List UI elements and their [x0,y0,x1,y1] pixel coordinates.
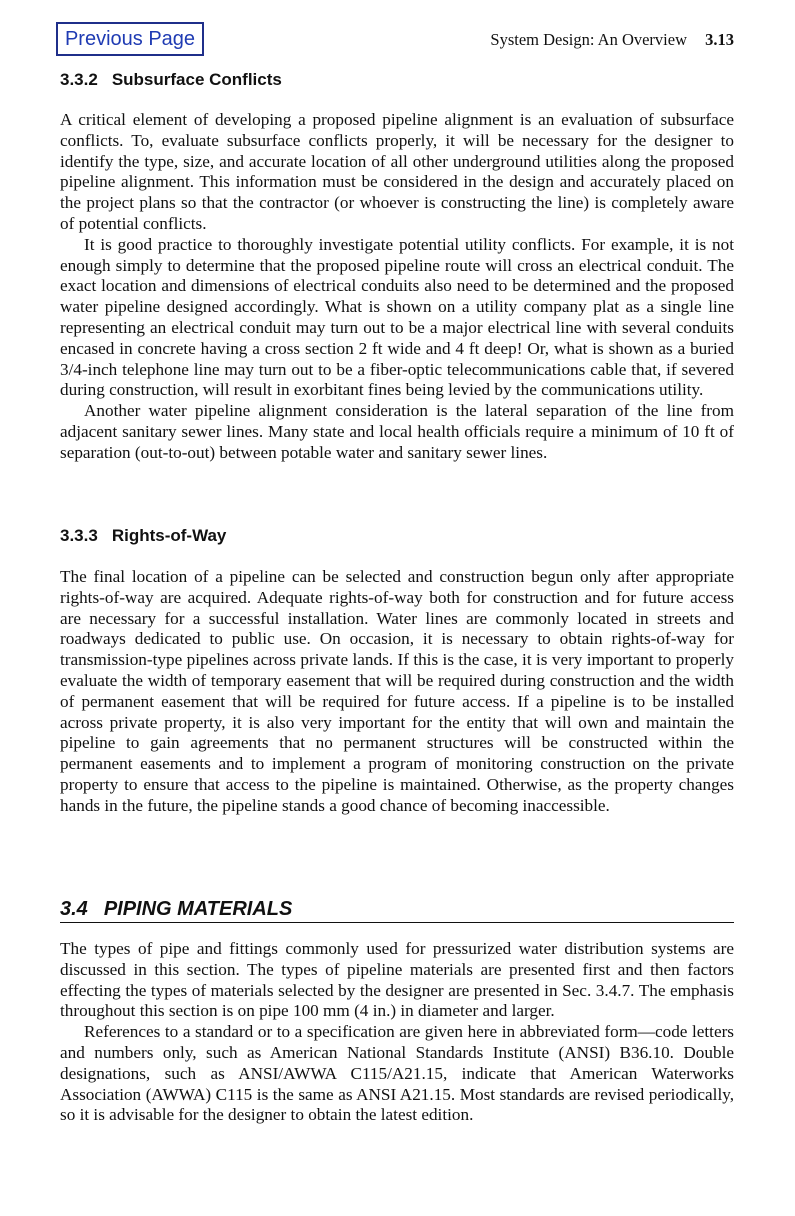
section-heading-rights-of-way [60,526,226,546]
running-header [490,30,734,50]
section-title: Rights-of-Way [111,526,227,545]
paragraph: It is good practice to thoroughly investigate potential utility conflicts. For example, it is not enough simply to determine that the proposed pipeline route will cross an electrical conduit. The exact location and dimensions of electrical conduits also need to be determined and the proposed water pipeline designed accordingly. What is shown on a utility company plat as a single line representing an electrical conduit may turn out to be a major electrical line with several conduits encased in concrete having a cross section 2 ft wide and 4 ft deep! Or, what is shown as a buried 3/4-inch telephone line may turn out to be a fiber-optic telecommunications cable that, if severed during construction, will result in exorbitant fines being levied by the communications utility. [60,234,734,400]
paragraph: Another water pipeline alignment consideration is the lateral separation of the line from adjacent sanitary sewer lines. Many state and local health officials require a minimum of 10 ft of separation (out-to-out) between potable water and sanitary sewer lines. [60,401,734,462]
page-number: 3.13 [705,30,734,49]
section-number: 3.3.2 [60,70,98,89]
section-body-rights-of-way [60,567,734,817]
section-title: PIPING MATERIALS [103,898,293,920]
section-number: 3.3.3 [60,526,98,545]
section-heading-subsurface-conflicts [60,70,282,90]
running-title: System Design: An Overview [490,30,687,49]
section-body-subsurface-conflicts [60,110,734,464]
paragraph: The types of pipe and fittings commonly used for pressurized water distribution systems are discussed in this section. The types of pipeline materials are presented first and then factors effecting the types of materials selected by the designer are presented in Sec. 3.4.7. The emphasis throughout this section is on pipe 100 mm (4 in.) in diameter and larger. [60,939,734,1021]
section-title: Subsurface Conflicts [111,70,282,89]
paragraph: References to a standard or to a specification are given here in abbreviated form—code letters and numbers only, such as American National Standards Institute (ANSI) B36.10. Double designations, such as ANSI/AWWA C115/A21.15, indicate that American Waterworks Association (AWWA) C115 is the same as ANSI A21.15. Most standards are revised periodically, so it is advisable for the designer to obtain the latest edition. [60,1022,734,1125]
section-body-piping-materials [60,939,734,1126]
paragraph: A critical element of developing a proposed pipeline alignment is an evaluation of subsurface conflicts. To, evaluate subsurface conflicts properly, it will be necessary for the designer to identify the type, size, and accurate location of all other underground utilities along the proposed pipeline alignment. This information must be considered in the design and accurately placed on the project plans so that the contractor (or whoever is constructing the line) is completely aware of potential conflicts. [60,110,734,233]
section-number: 3.4 [60,898,88,920]
chapter-heading-piping-materials [60,896,734,923]
paragraph: The final location of a pipeline can be selected and construction begun only after appropriate rights-of-way are acquired. Adequate rights-of-way both for construction and for future access are necessary for a successful installation. Water lines are commonly located in streets and roadways dedicated to public use. On occasion, it is necessary to obtain rights-of-way for transmission-type pipelines across private lands. If this is the case, it is very important to properly evaluate the width of temporary easement that will be required during construction and the width of permanent easement that will be required for future access. If a pipeline is to be installed across private property, it is also very important for the entity that will own and maintain the pipeline to gain agreements that no permanent structures will be constructed within the permanent easements and to implement a program of monitoring construction on the private property to ensure that access to the pipeline is maintained. Otherwise, as the property changes hands in the future, the pipeline stands a good chance of becoming inaccessible. [60,567,734,815]
previous-page-button[interactable]: Previous Page [56,22,204,56]
